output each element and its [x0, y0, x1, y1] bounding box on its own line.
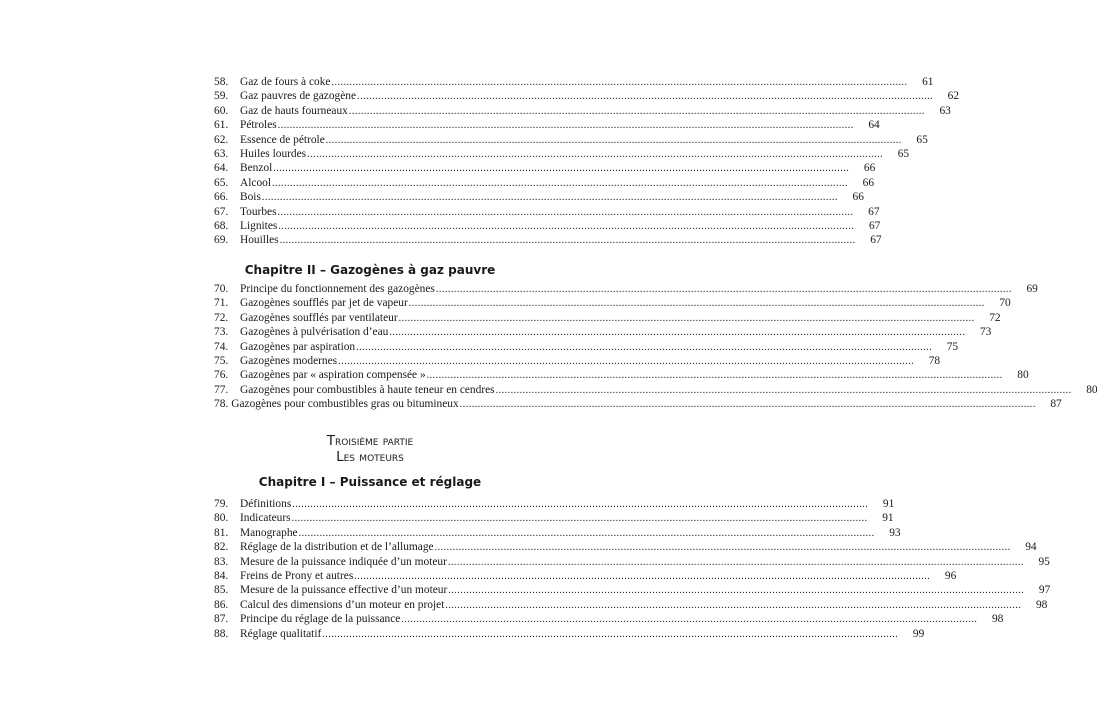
toc-entry [214, 133, 928, 147]
toc-entry [214, 205, 880, 219]
entry-title: Définitions [240, 498, 292, 510]
entry-page: 67 [868, 205, 880, 218]
entry-number: 85. [214, 584, 229, 597]
dot-leader [436, 283, 1012, 297]
chapter-heading: Chapitre II – Gazogènes à gaz pauvre [244, 263, 496, 277]
entry-page: 80 [1086, 383, 1098, 396]
entry-page: 65 [897, 147, 910, 160]
dot-leader [435, 541, 1011, 555]
entry-title: Bois [240, 191, 261, 204]
entry-number: 63. [214, 147, 229, 160]
entry-title: Pétroles [240, 119, 277, 132]
entry-number: 58. [214, 76, 229, 88]
dot-leader [409, 297, 985, 311]
entry-number: 70. [214, 283, 229, 295]
toc-entry [214, 311, 1001, 325]
dot-leader [292, 512, 868, 526]
toc-entry [214, 627, 925, 641]
entry-number: 62. [214, 133, 229, 146]
toc-entry [214, 526, 901, 540]
entry-page: 98 [1035, 598, 1048, 611]
entry-title: Huiles lourdes [240, 147, 307, 160]
dot-leader [273, 162, 849, 176]
entry-number: 86. [214, 598, 229, 611]
dot-leader [338, 355, 914, 369]
entry-title: Mesure de la puissance effective d’un moteur [240, 584, 448, 597]
entry-page: 64 [868, 119, 880, 132]
entry-number: 80. [214, 512, 229, 525]
entry-number: 73. [214, 326, 229, 339]
entry-number: 76. [214, 369, 229, 382]
entry-title: Indicateurs [240, 512, 291, 525]
dot-leader [292, 498, 868, 512]
toc-list-gas-producers [214, 282, 1098, 412]
dot-leader [262, 191, 838, 205]
entry-title: Freins de Prony et autres [240, 569, 354, 582]
entry-title: Gazogènes par aspiration [240, 340, 356, 353]
entry-number: 84. [214, 569, 229, 582]
dot-leader [307, 148, 883, 162]
entry-number: 83. [214, 555, 229, 568]
entry-page: 73 [979, 326, 992, 339]
entry-page: 96 [944, 569, 957, 582]
toc-entry [214, 354, 941, 368]
toc-entry [214, 555, 1050, 569]
entry-title: Gazogènes modernes [240, 354, 338, 367]
entry-title: Calcul des dimensions d’un moteur en projet [240, 598, 445, 611]
entry-title: Manographe [240, 526, 298, 539]
entry-number: 65. [214, 176, 229, 189]
toc-entry [214, 282, 1038, 296]
entry-title: Gazogènes pour combustibles gras ou bitumineux [231, 398, 459, 411]
entry-page: 95 [1038, 555, 1050, 568]
entry-page: 66 [862, 176, 875, 189]
dot-leader [496, 384, 1072, 398]
entry-number: 75. [214, 354, 229, 367]
toc-entry [214, 583, 1051, 597]
entry-number: 81. [214, 526, 229, 539]
entry-page: 87 [1050, 398, 1062, 411]
toc-entry [214, 540, 1037, 554]
entry-page: 63 [939, 104, 951, 117]
toc-entry [214, 104, 951, 118]
dot-leader [445, 599, 1021, 613]
toc-entry [214, 118, 880, 132]
toc-entry [214, 511, 894, 525]
entry-title: Gaz de hauts fourneaux [240, 104, 348, 117]
toc-entry [214, 340, 959, 354]
entry-title: Gaz pauvres de gazogène [240, 90, 357, 103]
toc-entry [214, 598, 1048, 612]
toc-list-engines [214, 497, 1051, 641]
entry-title: Gazogènes par « aspiration compensée » [240, 369, 426, 382]
entry-page: 75 [946, 340, 959, 353]
entry-page: 69 [1026, 283, 1038, 295]
entry-title: Principe du réglage de la puissance [240, 613, 401, 626]
entry-number: 60. [214, 104, 229, 117]
entry-number: 59. [214, 90, 229, 103]
entry-number: 82. [214, 541, 229, 554]
entry-number: 77. [214, 383, 229, 396]
toc-entry [214, 497, 895, 511]
entry-page: 61 [922, 76, 934, 88]
toc-entry [214, 383, 1098, 397]
entry-page: 67 [868, 219, 881, 232]
part-number: Troisième partie [326, 433, 414, 449]
toc-entry [214, 612, 1004, 626]
entry-title: Gazogènes soufflés par ventilateur [240, 311, 398, 324]
toc-entry [214, 569, 957, 583]
entry-number: 88. [214, 627, 229, 640]
chapter-heading: Chapitre I – Puissance et réglage [258, 475, 482, 489]
toc-entry [214, 296, 1011, 310]
entry-title: Houilles [240, 234, 279, 247]
entry-number: 74. [214, 340, 229, 353]
entry-title: Réglage de la distribution et de l’allumage [240, 541, 434, 554]
entry-page: 78 [928, 354, 941, 367]
dot-leader [401, 613, 977, 627]
dot-leader [399, 312, 975, 326]
entry-page: 97 [1038, 584, 1051, 597]
toc-entry [214, 75, 934, 89]
dot-leader [322, 628, 898, 642]
entry-title: Lignites [240, 219, 278, 232]
toc-entry [214, 161, 876, 175]
dot-leader [280, 234, 856, 248]
entry-title: Essence de pétrole [240, 133, 325, 146]
entry-page: 70 [999, 297, 1011, 310]
dot-leader [326, 134, 902, 148]
dot-leader [427, 369, 1003, 383]
toc-entry [214, 190, 864, 204]
entry-number: 69. [214, 234, 229, 247]
entry-number: 71. [214, 297, 229, 310]
dot-leader [354, 570, 930, 584]
entry-page: 66 [863, 162, 876, 175]
entry-number: 87. [214, 613, 229, 626]
part-title: Les moteurs [336, 449, 404, 465]
entry-title: Mesure de la puissance indiquée d’un moteur [240, 555, 447, 568]
entry-number: 66. [214, 191, 229, 204]
entry-number: 78. [214, 398, 229, 411]
part-heading [214, 433, 526, 465]
dot-leader [278, 119, 854, 133]
toc-entry [214, 176, 875, 190]
entry-page: 93 [889, 526, 901, 539]
entry-page: 62 [947, 90, 960, 103]
dot-leader [272, 177, 848, 191]
entry-number: 72. [214, 311, 229, 324]
dot-leader [448, 584, 1024, 598]
toc-entry [214, 325, 992, 339]
entry-number: 64. [214, 162, 229, 175]
dot-leader [278, 206, 854, 220]
entry-page: 80 [1017, 369, 1029, 382]
entry-title: Réglage qualitatif [240, 627, 322, 640]
toc-entry [214, 233, 882, 247]
dot-leader [278, 220, 854, 234]
entry-title: Principe du fonctionnement des gazogènes [240, 283, 435, 295]
toc-entry [214, 397, 1062, 411]
entry-number: 79. [214, 498, 229, 510]
entry-title: Benzol [240, 162, 273, 175]
entry-title: Gazogènes à pulvérisation d’eau [240, 326, 389, 339]
toc-entry [214, 368, 1029, 382]
entry-number: 61. [214, 119, 229, 132]
entry-number: 67. [214, 205, 229, 218]
dot-leader [448, 556, 1024, 570]
toc-entry [214, 147, 910, 161]
dot-leader [460, 398, 1036, 412]
dot-leader [389, 326, 965, 340]
dot-leader [357, 90, 933, 104]
entry-title: Gaz de fours à coke [240, 76, 331, 88]
entry-page: 65 [916, 133, 928, 146]
entry-title: Tourbes [240, 205, 277, 218]
entry-page: 99 [912, 627, 925, 640]
entry-page: 66 [852, 191, 864, 204]
dot-leader [299, 527, 875, 541]
entry-page: 91 [882, 498, 895, 510]
dot-leader [331, 76, 907, 90]
entry-page: 98 [991, 613, 1004, 626]
entry-title: Gazogènes pour combustibles à haute teneur en cendres [240, 383, 495, 396]
dot-leader [356, 341, 932, 355]
entry-number: 68. [214, 219, 229, 232]
entry-page: 91 [882, 512, 894, 525]
entry-title: Alcool [240, 176, 272, 189]
entry-title: Gazogènes soufflés par jet de vapeur [240, 297, 408, 310]
toc-entry [214, 89, 960, 103]
entry-page: 67 [870, 234, 882, 247]
toc-list-fuels [214, 75, 960, 248]
toc-entry [214, 219, 881, 233]
dot-leader [349, 105, 925, 119]
entry-page: 72 [989, 311, 1001, 324]
entry-page: 94 [1025, 541, 1037, 554]
